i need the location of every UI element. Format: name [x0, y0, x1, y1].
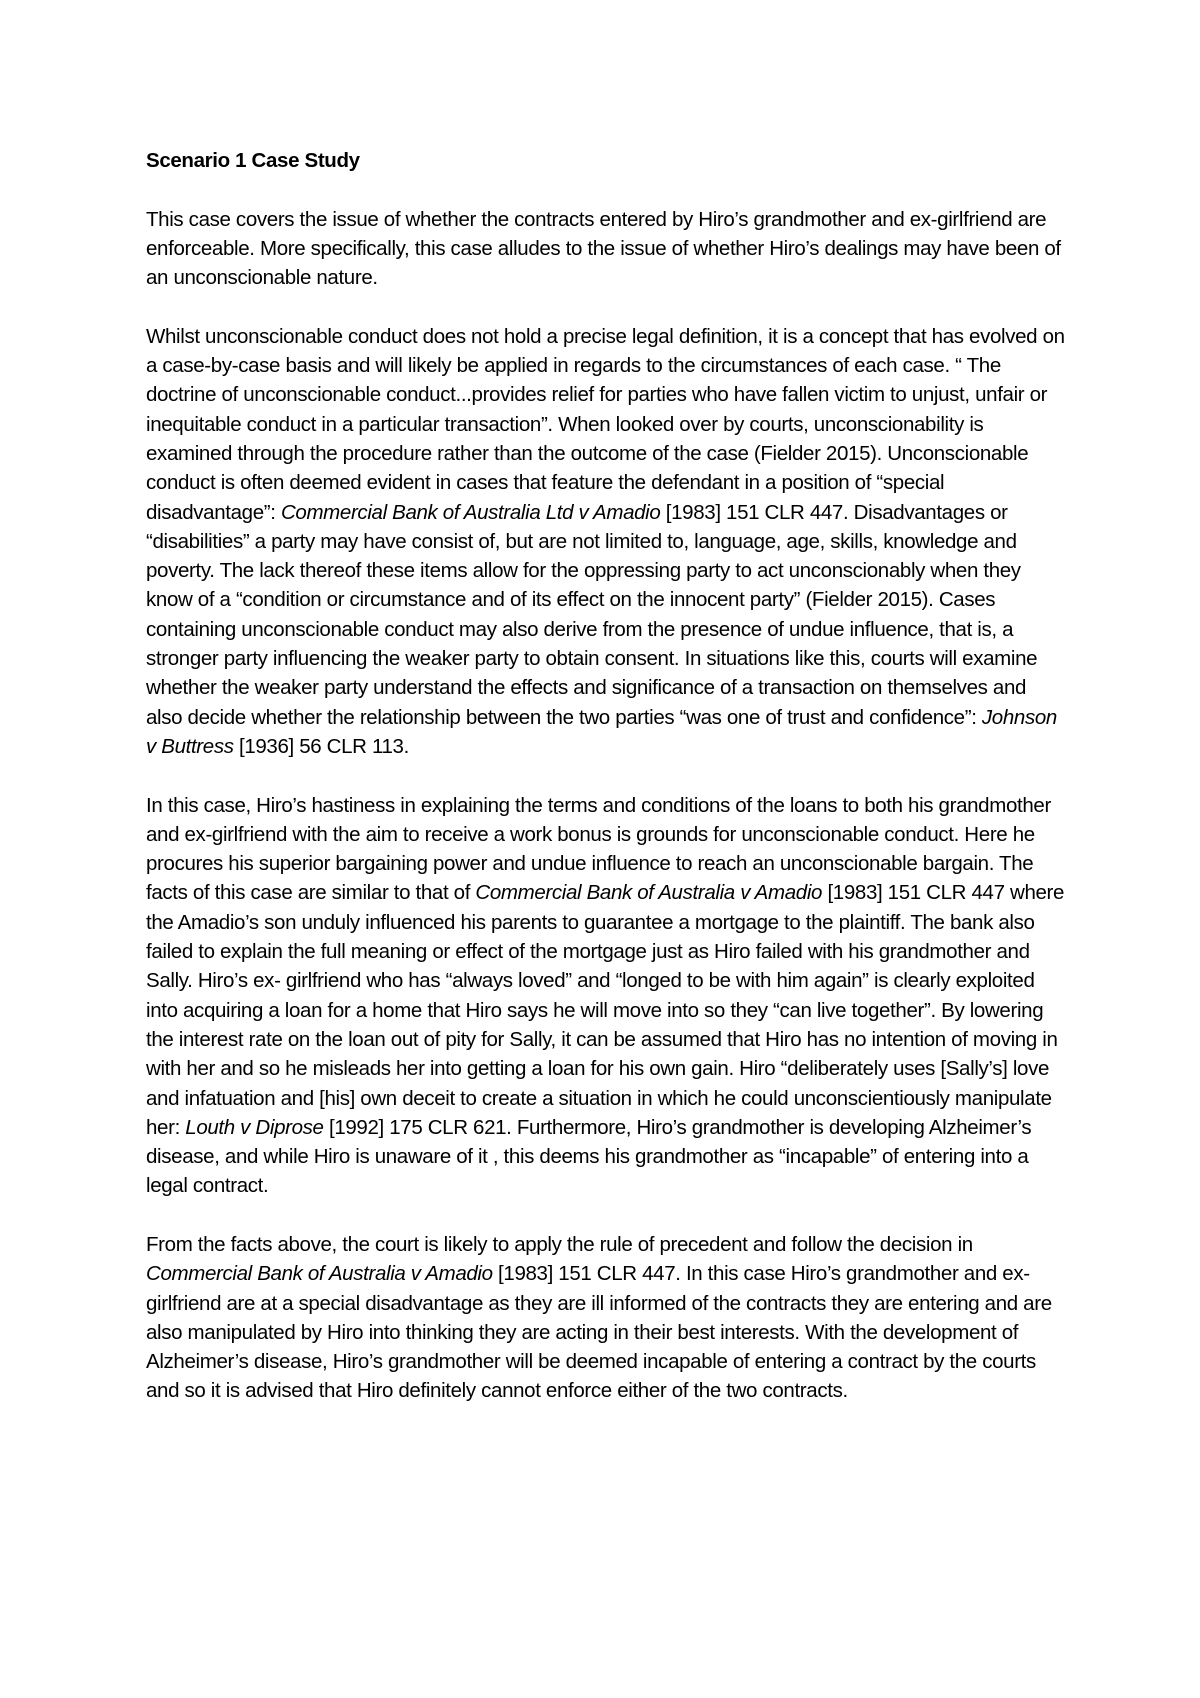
paragraph	[146, 791, 1066, 1201]
paragraph-text: In this case, Hiro’s hastiness in explaining the terms and conditions of the loans to both his grandmother and ex-girlfriend with the aim to receive a work bonus is grounds for unconscionable conduct. Here he procures his superior bargaining power and undue influence to reach an unconscionable bargain. The facts of this case are similar to that of	[146, 793, 1051, 905]
case-citation: Louth v Diprose	[185, 1115, 324, 1139]
paragraph-text: Whilst unconscionable conduct does not hold a precise legal definition, it is a concept that has evolved on a case-by-case basis and will likely be applied in regards to the circumstances of each case. “ The doctrine of unconscionable conduct...provides relief for parties who have fallen victim to unjust, unfair or inequitable conduct in a particular transaction”. When looked over by courts, unconscionability is examined through the procedure rather than the outcome of the case (Fielder 2015). Unconscionable conduct is often deemed evident in cases that feature the defendant in a position of “special disadvantage”:	[146, 324, 1065, 524]
case-citation: Commercial Bank of Australia v Amadio	[475, 881, 823, 905]
paragraph-text: [1992] 175 CLR 621. Furthermore, Hiro’s grandmother is developing Alzheimer’s disease, and while Hiro is unaware of it , this deems his grandmother as “incapable” of entering into a legal contract.	[146, 1115, 1032, 1198]
paragraph	[146, 1230, 1066, 1406]
paragraph-list	[146, 205, 1066, 1406]
paragraph-text: [1936] 56 CLR 113.	[233, 734, 409, 758]
paragraph-text: [1983] 151 CLR 447 where the Amadio’s son unduly influenced his parents to guarantee a mortgage to the plaintiff. The bank also failed to explain the full meaning or effect of the mortgage just as Hiro failed with his grandmother and Sally. Hiro’s ex- girlfriend who has “always loved” and “longed to be with him again” is clearly exploited into acquiring a loan for a home that Hiro says he will move into so they “can live together”. By lowering the interest rate on the loan out of pity for Sally, it can be assumed that Hiro has no intention of moving in with her and so he misleads her into getting a loan for his own gain. Hiro “deliberately uses [Sally’s] love and infatuation and [his] own deceit to create a situation in which he could unconscientiously manipulate her:	[146, 881, 1065, 1139]
document-title: Scenario 1 Case Study	[146, 149, 360, 172]
paragraph	[146, 205, 1066, 293]
case-citation: Johnson v Buttress	[146, 705, 1057, 758]
case-citation: Commercial Bank of Australia Ltd v Amadio	[280, 500, 661, 524]
paragraph	[146, 322, 1066, 761]
paragraph-text: [1983] 151 CLR 447. In this case Hiro’s grandmother and ex-girlfriend are at a special disadvantage as they are ill informed of the contracts they are entering and are also manipulated by Hiro into thinking they are acting in their best interests. With the development of Alzheimer’s disease, Hiro’s grandmother will be deemed incapable of entering a contract by the courts and so it is advised that Hiro definitely cannot enforce either of the two contracts.	[146, 1262, 1052, 1403]
paragraph-text: From the facts above, the court is likely to apply the rule of precedent and follow the decision in	[146, 1232, 973, 1256]
paragraph-text: [1983] 151 CLR 447. Disadvantages or “disabilities” a party may have consist of, but are not limited to, language, age, skills, knowledge and poverty. The lack thereof these items allow for the oppressing party to act unconscionably when they know of a “condition or circumstance and of its effect on the innocent party” (Fielder 2015). Cases containing unconscionable conduct may also derive from the presence of undue influence, that is, a stronger party influencing the weaker party to obtain consent. In situations like this, courts will examine whether the weaker party understand the effects and significance of a transaction on themselves and also decide whether the relationship between the two parties “was one of trust and confidence”:	[146, 500, 1038, 729]
document-body	[146, 146, 1066, 1406]
case-citation: Commercial Bank of Australia v Amadio	[146, 1262, 493, 1286]
paragraph-text: This case covers the issue of whether the contracts entered by Hiro’s grandmother and ex-girlfriend are enforceable. More specifically, this case alludes to the issue of whether Hiro’s dealings may have been of an unconscionable nature.	[146, 207, 1061, 290]
